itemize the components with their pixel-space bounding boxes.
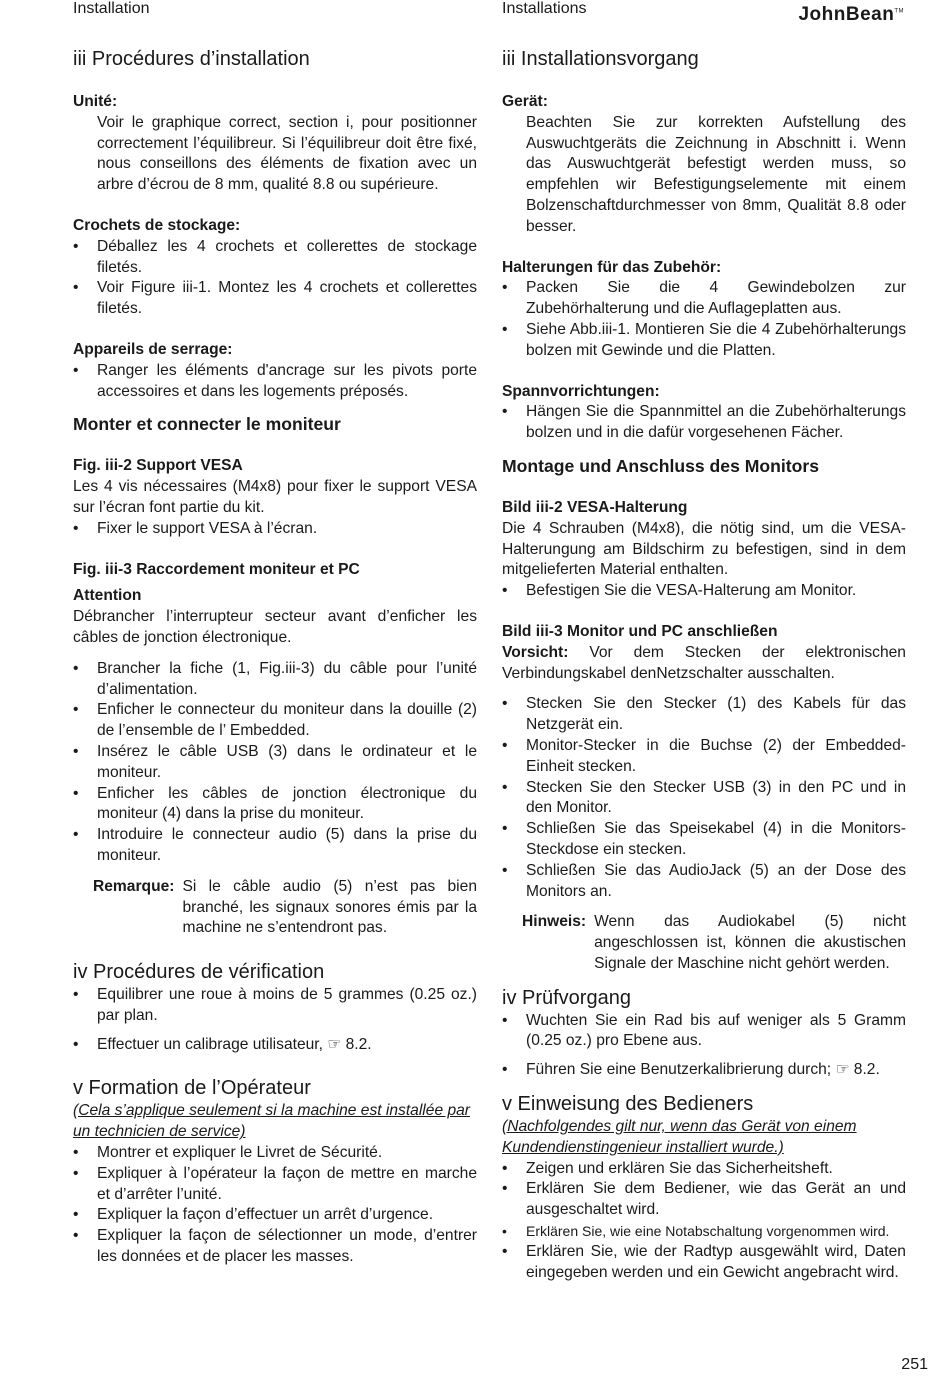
list-item: • Enficher les câbles de jonction électronique du moniteur (4) dans la prise du moniteur.: [73, 784, 477, 826]
list-item: • Equilibrer une roue à moins de 5 grammes (0.25 oz.) par plan.: [73, 985, 477, 1027]
list-item: • Brancher la fiche (1, Fig.iii-3) du câble pour l’unité d’alimentation.: [73, 659, 477, 701]
fig3-label: Fig. iii-3 Raccordement moniteur et PC: [73, 560, 360, 578]
page-number: 251: [901, 1356, 928, 1373]
heading-monitor: Montage und Anschluss des Monitors: [502, 455, 820, 476]
brand-trademark: TM: [894, 8, 904, 15]
list-item: • Effectuer un calibrage utilisateur, ☞ 8.2.: [73, 1035, 477, 1056]
list-item: • Voir Figure iii-1. Montez les 4 crochets et collerettes filetés.: [73, 278, 477, 320]
list-item: • Schließen Sie das AudioJack (5) an der Dose des Monitors an.: [502, 861, 906, 903]
remark-label: Hinweis:: [522, 913, 587, 931]
list-item: • Packen Sie die 4 Gewindebolzen zur Zubehörhalterung und die Auflageplatten aus.: [502, 278, 906, 320]
unit-label: Unité:: [73, 93, 118, 110]
connection-list: [73, 659, 477, 867]
heading-installation-procedures: iii Procédures d’installation: [73, 48, 310, 70]
clamps-label: Appareils de serrage:: [73, 340, 233, 358]
list-item: • Erklären Sie, wie der Radtyp ausgewählt wird, Daten eingegeben werden und ein Gewicht angebracht wird.: [502, 1242, 906, 1284]
training-list: [502, 1159, 906, 1284]
clamps-list: [502, 402, 906, 444]
fig3-label: Bild iii-3 Monitor und PC anschließen: [502, 622, 778, 640]
hooks-list: [502, 278, 906, 361]
fig2-list: [73, 519, 477, 540]
attention-label: Attention: [73, 587, 142, 605]
list-item: • Erklären Sie, wie eine Notabschaltung vorgenommen wird.: [502, 1221, 906, 1242]
connection-list: [502, 694, 906, 902]
list-item: • Expliquer à l’opérateur la façon de mettre en marche et d’arrêter l’unité.: [73, 1164, 477, 1206]
hooks-list: [73, 237, 477, 320]
remark-note: [93, 877, 477, 939]
caution-label: Vorsicht:: [502, 643, 569, 661]
list-item: • Montrer et expliquer le Livret de Sécurité.: [73, 1143, 477, 1164]
list-item: • Monitor-Stecker in die Buchse (2) der Embedded-Einheit stecken.: [502, 736, 906, 778]
verify-list: [502, 1011, 906, 1081]
brand-logo: [798, 4, 904, 26]
list-item: • Introduire le connecteur audio (5) dans la prise du moniteur.: [73, 825, 477, 867]
attention-text: Débrancher l’interrupteur secteur avant d’enficher les câbles de jonction électronique.: [73, 608, 477, 646]
heading-verification: iv Prüfvorgang: [502, 986, 631, 1009]
remark-label: Remarque:: [93, 877, 175, 895]
list-item: • Führen Sie eine Benutzerkalibrierung durch; ☞ 8.2.: [502, 1060, 906, 1081]
heading-training: v Einweisung des Bedieners: [502, 1093, 754, 1116]
caution-block: [502, 643, 906, 685]
header-section-left: Installation: [73, 0, 150, 17]
column-german: [502, 46, 906, 1283]
heading-monitor: Monter et connecter le moniteur: [73, 414, 341, 435]
training-note: (Nachfolgendes gilt nur, wenn das Gerät von einem Kundendienstingenieur installiert wurde.): [502, 1118, 857, 1156]
list-item: • Stecken Sie den Stecker (1) des Kabels für das Netzgerät ein.: [502, 694, 906, 736]
unit-text: Voir le graphique correct, section i, pour positionner correctement l’équilibreur. Si l’équilibreur doit être fixé, nous conseillons des éléments de fixation avec un arbre d’écrou de 8 mm, qualité 8.8 ou supérieure.: [97, 113, 477, 194]
brand-name: JohnBean: [798, 4, 895, 25]
list-item: • Ranger les éléments d'ancrage sur les pivots porte accessoires et dans les logements préposés.: [73, 361, 477, 403]
list-item: • Wuchten Sie ein Rad bis auf weniger als 5 Gramm (0.25 oz.) pro Ebene aus.: [502, 1011, 906, 1053]
list-item: • Expliquer la façon de sélectionner un mode, d’entrer les données et de placer les masses.: [73, 1226, 477, 1268]
clamps-list: [73, 361, 477, 403]
list-item: • Déballez les 4 crochets et collerettes de stockage filetés.: [73, 237, 477, 279]
remark-text: Si le câble audio (5) n’est pas bien branché, les signaux sonores émis par la machine ne s’entendront pas.: [182, 877, 477, 937]
unit-label: Gerät:: [502, 93, 548, 110]
unit-text: Beachten Sie zur korrekten Aufstellung des Auswuchtgeräts die Zeichnung in Abschnitt i. Wenn das Auswuchtgerät befestigt werden muss, so empfehlen wir Befestigungselemente mit einem Bolzenschaftdurchmesser von 8mm, Qualität 8.8 oder besser.: [526, 113, 906, 235]
list-item: • Enficher le connecteur du moniteur dans la douille (2) de l’ensemble de l’ Embedded.: [73, 700, 477, 742]
hooks-label: Crochets de stockage:: [73, 216, 241, 234]
list-item: • Zeigen und erklären Sie das Sicherheitsheft.: [502, 1159, 906, 1180]
list-item: • Befestigen Sie die VESA-Halterung am Monitor.: [502, 581, 906, 602]
list-item: • Siehe Abb.iii-1. Montieren Sie die 4 Zubehörhalterungs bolzen mit Gewinde und die Platten.: [502, 320, 906, 362]
list-item: • Stecken Sie den Stecker USB (3) in den PC und in den Monitor.: [502, 778, 906, 820]
heading-installation-procedures: iii Installationsvorgang: [502, 48, 699, 70]
fig2-label: Bild iii-2 VESA-Halterung: [502, 498, 688, 516]
list-item: • Expliquer la façon d’effectuer un arrêt d’urgence.: [73, 1205, 477, 1226]
training-list: [73, 1143, 477, 1268]
training-note: (Cela s’applique seulement si la machine est installée par un technicien de service): [73, 1102, 470, 1141]
caution-text: Vor dem Stecken der elektronischen Verbindungskabel denNetzschalter ausschalten.: [502, 643, 906, 682]
remark-text: Wenn das Audiokabel (5) nicht angeschlossen ist, können die akustischen Signale der Maschine nicht gehört werden.: [594, 913, 906, 972]
list-item: • Schließen Sie das Speisekabel (4) in die Monitors-Steckdose ein stecken.: [502, 819, 906, 861]
fig2-list: [502, 581, 906, 602]
heading-verification: iv Procédures de vérification: [73, 961, 325, 984]
list-item: • Erklären Sie dem Bediener, wie das Gerät an und ausgeschaltet wird.: [502, 1179, 906, 1221]
fig2-label: Fig. iii-2 Support VESA: [73, 457, 243, 475]
verify-list: [73, 985, 477, 1055]
heading-training: v Formation de l’Opérateur: [73, 1077, 311, 1100]
list-item: • Fixer le support VESA à l’écran.: [73, 519, 477, 540]
list-item: • Insérez le câble USB (3) dans le ordinateur et le moniteur.: [73, 742, 477, 784]
hooks-label: Halterungen für das Zubehör:: [502, 258, 722, 276]
fig2-text: Die 4 Schrauben (M4x8), die nötig sind, um die VESA-Halterungung am Bildschirm zu befestigen, sind in dem mitgelieferten Material enthalten.: [502, 519, 906, 579]
clamps-label: Spannvorrichtungen:: [502, 382, 660, 400]
column-french: [73, 46, 477, 1268]
remark-note: [522, 912, 906, 974]
list-item: • Hängen Sie die Spannmittel an die Zubehörhalterungs bolzen und in die dafür vorgesehenen Fächer.: [502, 402, 906, 444]
header-section-right: Installations: [502, 0, 587, 17]
fig2-text: Les 4 vis nécessaires (M4x8) pour fixer le support VESA sur l’écran font partie du kit.: [73, 478, 477, 516]
